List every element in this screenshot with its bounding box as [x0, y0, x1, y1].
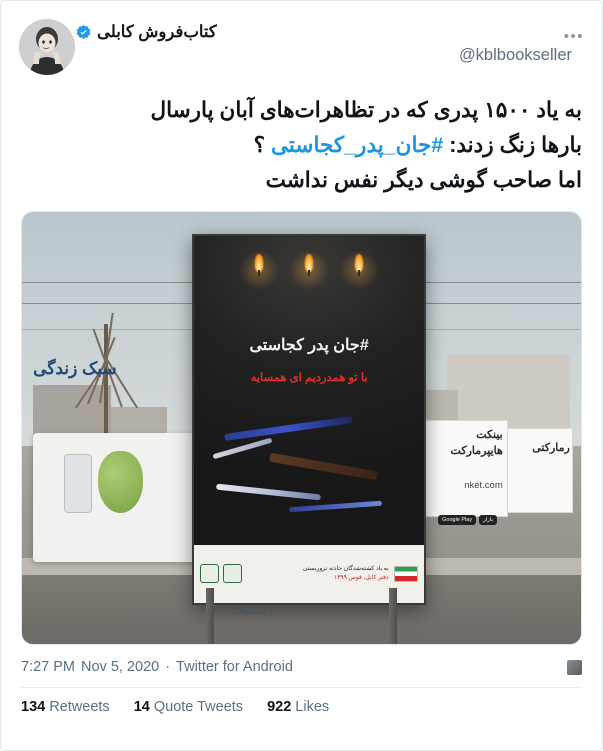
avatar-portrait-icon [19, 19, 75, 75]
pen [225, 416, 354, 441]
tweet-header [1, 1, 602, 75]
likes-count: 922 [267, 699, 292, 716]
verified-badge-icon [75, 24, 92, 41]
poster-footer-line-1: به یاد کشته‌شدگان حادثه تروریستی [302, 566, 389, 573]
tweet-text-line-3: اما صاحب گوشی دیگر نفس نداشت [265, 167, 582, 192]
grapes-graphic [98, 451, 144, 513]
poster-footer-line-2: دفتر کابل، قوس ۱۳۹۹ [333, 574, 389, 581]
organization-logo-icon [200, 564, 219, 583]
quote-tweets-stat[interactable] [134, 699, 243, 715]
meta-separator: · [165, 659, 171, 676]
poster-footer-text [242, 565, 393, 582]
tweet-text-line-2-pre: بارها زنگ زدند: [443, 132, 582, 157]
iran-flag-icon [394, 566, 418, 582]
more-options-icon[interactable]: ••• [563, 28, 584, 45]
right-billboard-2-line-2: هایپرمارکت [450, 445, 503, 458]
tweet-time: 7:27 PM [21, 659, 75, 676]
tweet-text-line-1: به یاد ۱۵۰۰ پدری که در تظاهرات‌های آبان پارسال [150, 98, 582, 122]
poster-title: #جان پدر کجاستی [249, 337, 369, 355]
left-billboard-line-2: و محصولات [230, 606, 274, 617]
pen [289, 501, 382, 512]
display-name[interactable]: کتاب‌فروش کابلی [97, 23, 217, 41]
google-play-badge: Google Play [438, 515, 476, 525]
quote-tweets-count: 14 [133, 699, 150, 716]
candle-wick [308, 270, 310, 276]
billboard-support-post [389, 588, 397, 644]
pen [269, 453, 378, 481]
billboard-support-post [206, 588, 214, 644]
candle [349, 254, 370, 335]
candle-wick [258, 270, 260, 276]
bazaar-badge: بازار [479, 515, 497, 525]
tweet-text-line-2 [21, 128, 582, 163]
pen [216, 483, 321, 500]
candles-group [194, 254, 423, 335]
quote-tweets-label: Quote Tweets [153, 699, 244, 716]
scattered-pens [208, 401, 410, 533]
tweet-client[interactable]: Twitter for Android [176, 659, 293, 676]
tweet-media[interactable] [21, 211, 582, 645]
avatar[interactable] [19, 19, 75, 75]
retweets-stat[interactable] [21, 699, 110, 715]
right-billboard-1-text: رمارکتی [532, 442, 570, 455]
user-name-row [75, 21, 572, 43]
tweet-date: Nov 5, 2020 [81, 659, 160, 676]
poster-logos [200, 564, 242, 583]
retweets-count: 134 [21, 699, 46, 716]
tweet-text [1, 75, 602, 211]
tweet-stats [1, 688, 602, 729]
candle [299, 254, 320, 335]
pen [213, 438, 273, 459]
user-identity [75, 21, 584, 67]
likes-stat[interactable] [267, 699, 329, 715]
tweet-meta [1, 645, 602, 675]
user-handle[interactable]: @kblbookseller [458, 46, 572, 65]
tweet-meta-left [21, 659, 293, 675]
store-badges [438, 515, 497, 525]
hashtag-link[interactable]: #جان_پدر_کجاستی [271, 132, 444, 157]
poster-subtitle: با تو همدردیم ای همسایه [250, 372, 368, 385]
phone-graphic [64, 454, 93, 513]
right-billboard-url: nket.com [464, 480, 503, 492]
media-thumbnail-icon[interactable] [567, 660, 582, 675]
organization-logo-icon [223, 564, 242, 583]
candle-wick [358, 270, 360, 276]
right-billboard-2-line-1: بینکت [476, 429, 503, 442]
likes-label: Likes [295, 699, 330, 716]
memorial-poster [192, 234, 425, 605]
tweet-text-line-2-post: ؟ [253, 132, 272, 157]
billboard-photo [22, 212, 581, 644]
left-billboard-headline: سبک زندگی [33, 359, 117, 379]
candle [248, 254, 269, 335]
retweets-label: Retweets [49, 699, 110, 716]
